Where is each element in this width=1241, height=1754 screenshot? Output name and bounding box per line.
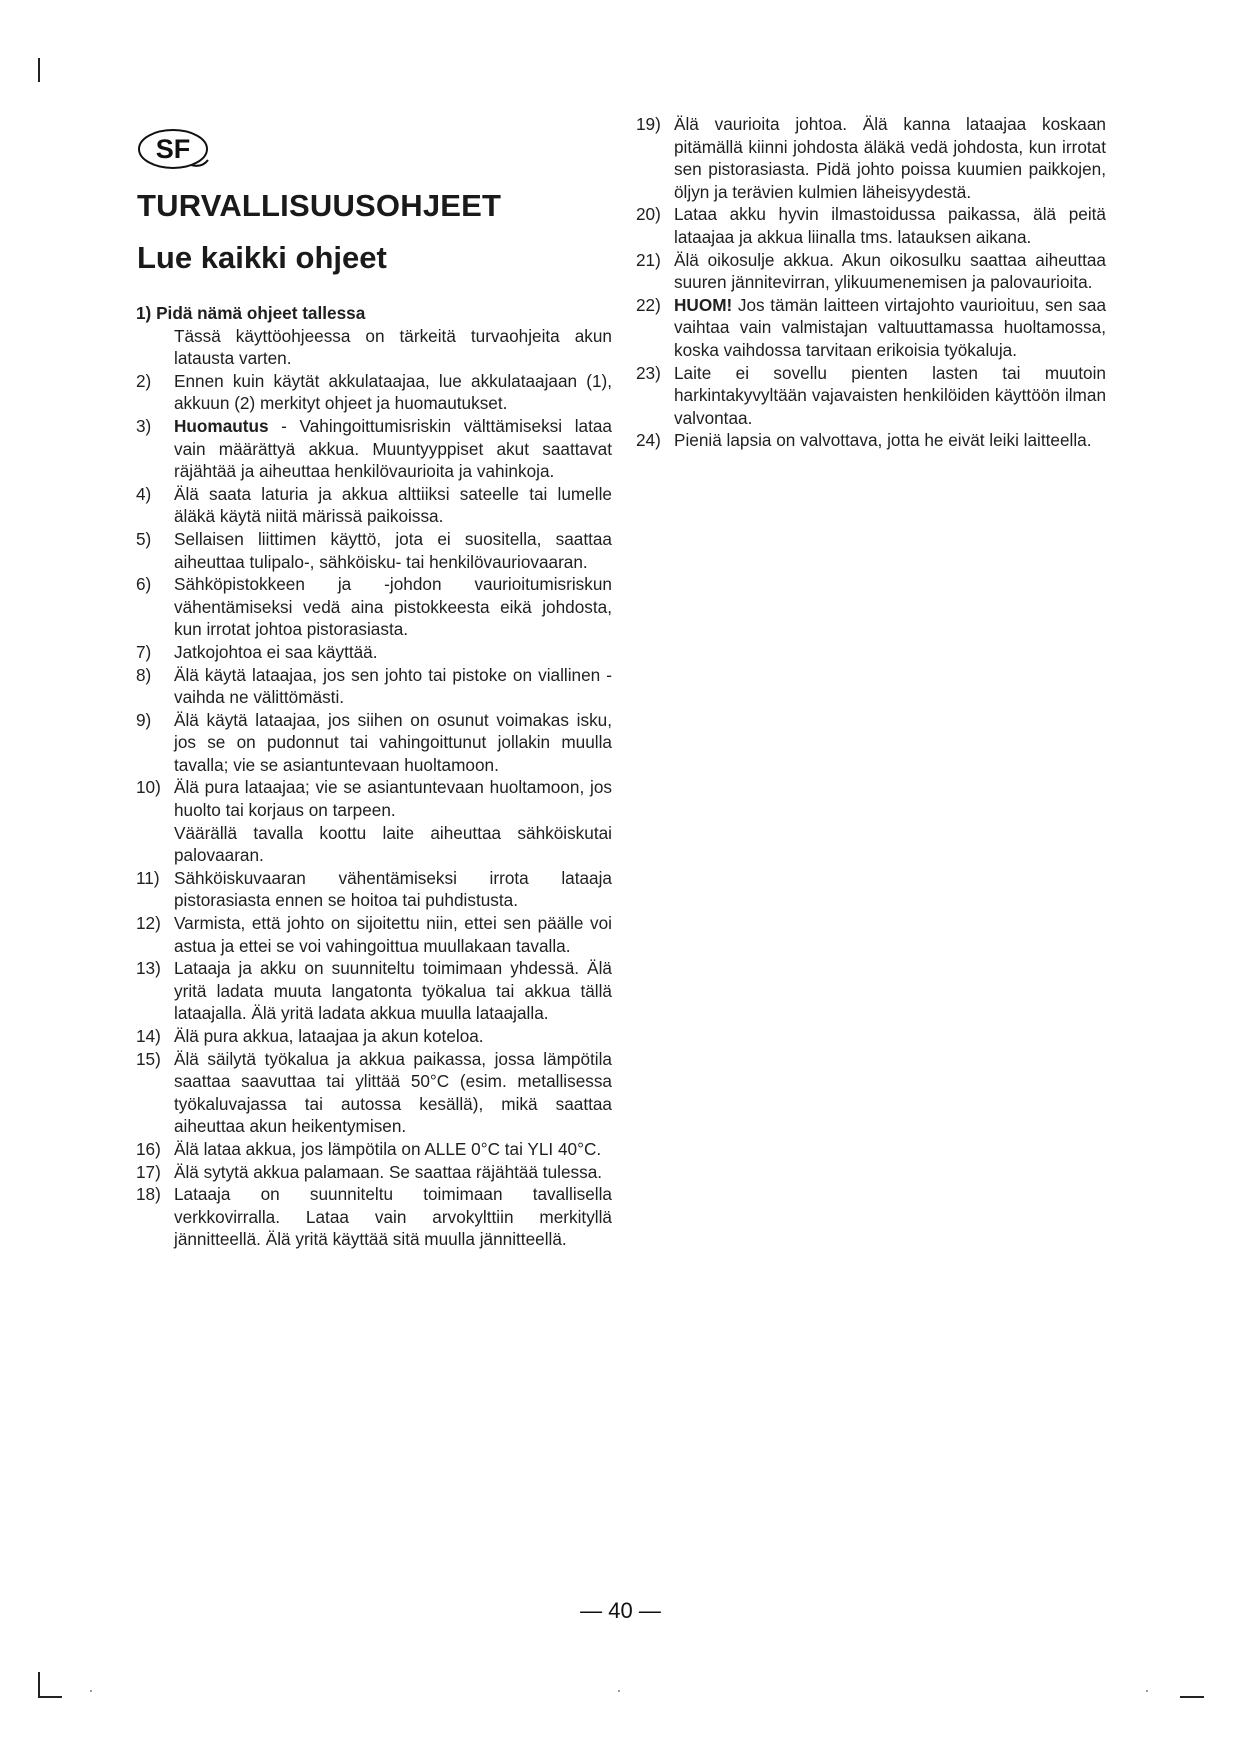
list-item: [636, 203, 1106, 248]
item-text: Tässä käyttöohjeessa on tärkeitä turvaohjeita akun latausta varten.: [174, 325, 612, 369]
crop-mark-top: [38, 58, 40, 82]
item-emphasis: Huomautus: [174, 415, 269, 436]
item-text: Sellaisen liittimen käyttö, jota ei suositella, saattaa aiheuttaa tulipalo-, sähköisku- tai henkilövauriovaaran.: [174, 528, 612, 572]
list-item: [136, 641, 612, 664]
crop-mark-bottom-right: [1180, 1696, 1204, 1698]
item-number: 15): [136, 1048, 161, 1069]
list-item: [136, 483, 612, 528]
item-number: 4): [136, 483, 152, 504]
registration-dot: [618, 1690, 620, 1692]
list-item: [136, 1183, 612, 1251]
list-item: [136, 912, 612, 957]
item-text: Lataa akku hyvin ilmastoidussa paikassa, älä peitä lataajaa ja akkua liinalla tms. latauksen aikana.: [674, 204, 1106, 247]
list-item: [136, 1025, 612, 1048]
item-number: 20): [636, 204, 661, 225]
item-number: 22): [636, 294, 661, 315]
item-text: Sähköiskuvaaran vähentämiseksi irrota lataaja pistorasiasta ennen se hoitoa tai puhdistusta.: [174, 867, 612, 911]
item-number: 6): [136, 574, 152, 595]
registration-dot: [90, 1690, 92, 1692]
item-text: Älä vaurioita johtoa. Älä kanna lataajaa koskaan pitämällä kiinni johdosta äläkä vedä johdosta, kun irrotat sen pistorasiasta. Pidä johto poissa kuumien paikkojen, öljyn ja terävien kulmien läheisyydestä.: [674, 114, 1106, 202]
item-text: Älä oikosulje akkua. Akun oikosulku saattaa aiheuttaa suuren jännitevirran, ylikuumenemisen ja palovaurioita.: [674, 249, 1106, 293]
left-column: [136, 302, 612, 1251]
item-number: 23): [636, 362, 661, 383]
list-item: [136, 664, 612, 709]
item-emphasis: HUOM!: [674, 294, 733, 315]
list-item: [136, 573, 612, 641]
item-number: 14): [136, 1026, 161, 1046]
item-number: 11): [136, 867, 160, 888]
item-text: Laite ei sovellu pienten lasten tai muutoin harkintakyvyltään vajavaisten henkilöiden käyttöön ilman valvontaa.: [674, 362, 1106, 428]
language-code: SF: [155, 134, 191, 164]
item-text: Älä saata laturia ja akkua alttiiksi sateelle tai lumelle äläkä käytä niitä märissä paikoissa.: [174, 483, 612, 527]
list-item: [636, 362, 1106, 430]
list-item: [136, 370, 612, 415]
item-number: 21): [636, 249, 661, 270]
list-item: [136, 709, 612, 777]
item-number: 13): [136, 958, 161, 979]
item-number: 8): [136, 664, 152, 685]
page-number: — 40 —: [580, 1598, 661, 1623]
item-text: Ennen kuin käytät akkulataajaa, lue akkulataajaan (1), akkuun (2) merkityt ohjeet ja huomautukset.: [174, 370, 612, 414]
item-text: Jos tämän laitteen virtajohto vaurioituu, sen saa vaihtaa vain valmistajan valtuuttamassa huoltamossa, koska vaihdossa tarvitaan erikoisia työkaluja.: [674, 294, 1106, 360]
list-item: [136, 776, 612, 866]
list-item: [136, 1138, 612, 1161]
item-number: 1): [136, 303, 152, 323]
item-number: 19): [636, 114, 661, 134]
list-item: [136, 957, 612, 1025]
item-number: 12): [136, 913, 161, 934]
item-text: Lataaja on suunniteltu toimimaan tavallisella verkkovirralla. Lataa vain arvokylttiin merkityllä jännitteellä. Älä yritä käyttää sitä muulla jännitteellä.: [174, 1184, 612, 1250]
item-number: 16): [136, 1138, 161, 1159]
item-number: 18): [136, 1184, 161, 1205]
crop-mark-bottom-left-vertical: [38, 1672, 40, 1698]
list-item: [136, 302, 612, 370]
list-item: [636, 294, 1106, 362]
list-item: [636, 249, 1106, 294]
list-item: [136, 528, 612, 573]
item-number: 17): [136, 1161, 161, 1182]
item-text: Älä sytytä akkua palamaan. Se saattaa räjähtää tulessa.: [174, 1161, 603, 1182]
item-text: Pieniä lapsia on valvottava, jotta he eivät leiki laitteella.: [674, 430, 1092, 451]
item-number: 24): [636, 430, 661, 451]
item-number: 3): [136, 415, 152, 436]
item-text-continued: Väärällä tavalla koottu laite aiheuttaa sähköiskutai palovaaran.: [174, 822, 612, 866]
right-column: [636, 113, 1106, 452]
item-text: Jatkojohtoa ei saa käyttää.: [174, 641, 378, 662]
list-item: [636, 113, 1106, 203]
item-text: Älä säilytä työkalua ja akkua paikassa, jossa lämpötila saattaa saavuttaa tai ylittää 50°C (esim. metallisessa työkaluvajassa tai autossa kesällä), mikä saattaa aiheuttaa akun heikentymisen.: [174, 1048, 612, 1137]
item-text: Älä pura lataajaa; vie se asiantuntevaan huoltamoon, jos huolto tai korjaus on tarpeen.: [174, 777, 612, 821]
list-item: [136, 867, 612, 912]
registration-dot: [1146, 1690, 1148, 1692]
item-text: Älä pura akkua, lataajaa ja akun koteloa.: [174, 1026, 484, 1046]
list-item: [136, 415, 612, 483]
item-text: Sähköpistokkeen ja -johdon vaurioitumisriskun vähentämiseksi vedä aina pistokkeesta eikä johdosta, kun irrotat johtoa pistorasiasta.: [174, 574, 612, 640]
item-number: 5): [136, 528, 152, 549]
item-text: Älä käytä lataajaa, jos siihen on osunut voimakas isku, jos se on pudonnut tai vahingoittunut jollakin muulla tavalla; vie se asiantuntevaan huoltamoon.: [174, 709, 612, 775]
item-text: Lataaja ja akku on suunniteltu toimimaan yhdessä. Älä yritä ladata muuta langatonta työkalua tai akkua tällä lataajalla. Älä yritä ladata akkua muulla lataajalla.: [174, 958, 612, 1024]
language-badge: [136, 128, 214, 170]
item-text: - Vahingoittumisriskin välttämiseksi lataa vain määrättyä akkua. Muuntyyppiset akut saattavat räjähtää ja aiheuttaa henkilövaurioita ja vahinkoja.: [174, 415, 612, 482]
page-subtitle: Lue kaikki ohjeet: [137, 240, 387, 275]
item-number: 7): [136, 641, 152, 662]
item-number: 9): [136, 709, 152, 730]
item-number: 2): [136, 370, 152, 391]
item-text: Älä lataa akkua, jos lämpötila on ALLE 0°C tai YLI 40°C.: [174, 1138, 602, 1159]
crop-mark-bottom-left-horizontal: [38, 1696, 62, 1698]
list-item: [636, 429, 1106, 452]
item-number: 10): [136, 777, 161, 798]
list-item: [136, 1048, 612, 1138]
item-text: Varmista, että johto on sijoitettu niin, ettei sen päälle voi astua ja ettei se voi vahingoittua muullakaan tavalla.: [174, 913, 612, 956]
item-text: Älä käytä lataajaa, jos sen johto tai pistoke on viallinen - vaihda ne välittömästi.: [174, 664, 612, 708]
item-heading: Pidä nämä ohjeet tallessa: [156, 303, 366, 323]
list-item: [136, 1161, 612, 1184]
page-title: TURVALLISUUSOHJEET: [137, 188, 502, 223]
